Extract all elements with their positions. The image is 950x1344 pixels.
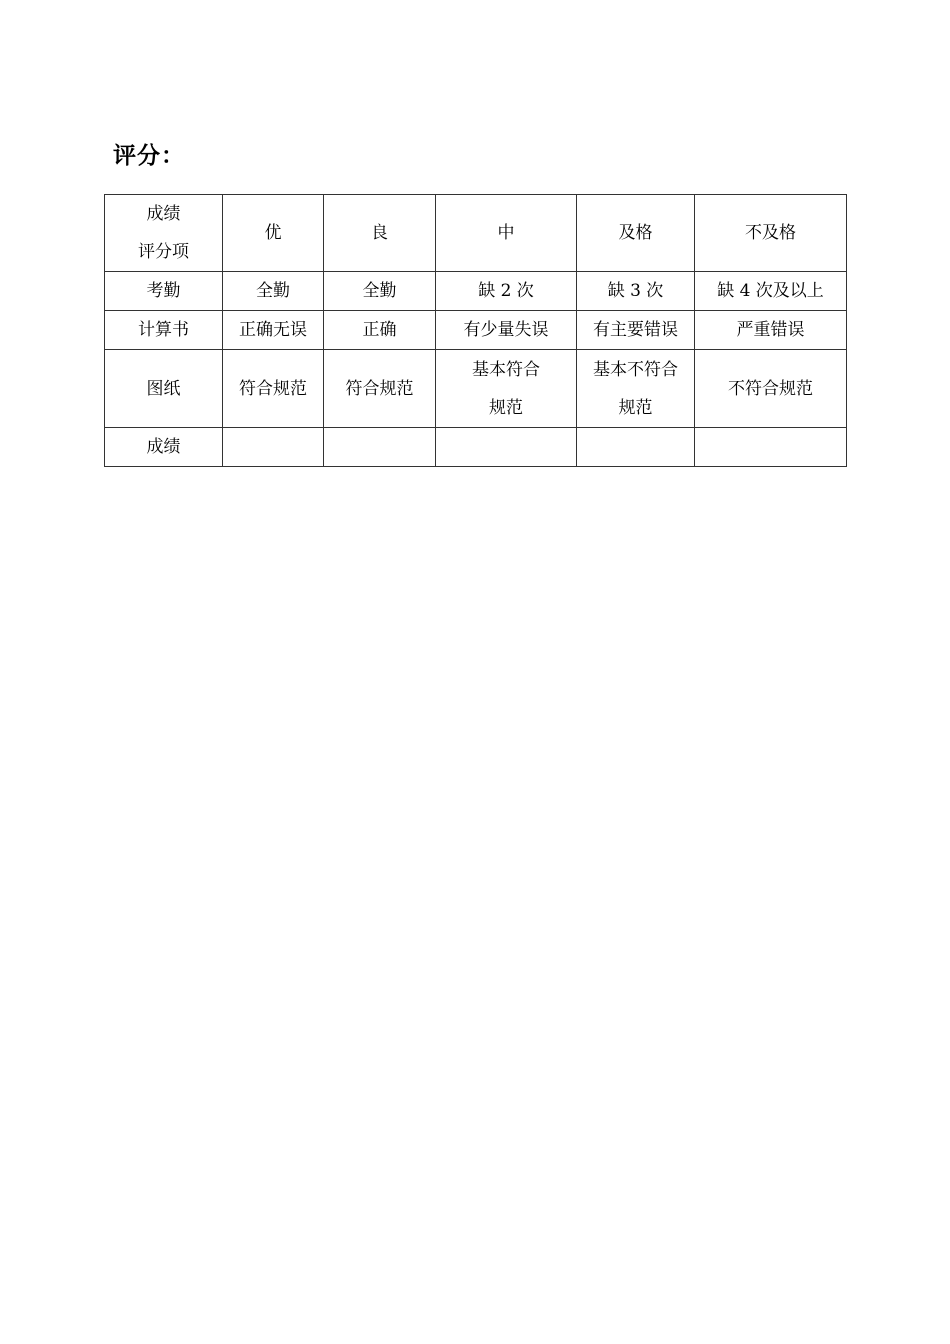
table-cell: 全勤 — [223, 272, 324, 311]
table-cell-empty — [436, 428, 577, 467]
row-item-label: 考勤 — [105, 272, 223, 311]
corner-cell — [105, 195, 223, 272]
table-cell: 缺 2 次 — [436, 272, 577, 311]
table-cell: 有少量失误 — [436, 311, 577, 350]
table-cell: 有主要错误 — [577, 311, 695, 350]
row-item-label: 计算书 — [105, 311, 223, 350]
table-cell: 符合规范 — [324, 350, 436, 428]
corner-label-grade: 成绩 — [146, 204, 181, 224]
table-row-score — [105, 428, 847, 467]
table-cell — [577, 350, 695, 428]
table-cell-empty — [324, 428, 436, 467]
table-cell: 严重错误 — [695, 311, 847, 350]
table-header-row — [105, 195, 847, 272]
grade-header: 良 — [324, 195, 436, 272]
row-item-label: 成绩 — [105, 428, 223, 467]
grade-header: 及格 — [577, 195, 695, 272]
grade-header: 不及格 — [695, 195, 847, 272]
table-cell: 缺 3 次 — [577, 272, 695, 311]
cell-line: 基本不符合 — [593, 359, 678, 380]
table-cell: 符合规范 — [223, 350, 324, 428]
row-item-label: 图纸 — [105, 350, 223, 428]
table-cell-empty — [695, 428, 847, 467]
grade-header: 优 — [223, 195, 324, 272]
cell-line: 规范 — [489, 397, 523, 418]
corner-label-item: 评分项 — [138, 242, 189, 262]
table-cell: 正确 — [324, 311, 436, 350]
table-row-drawing — [105, 350, 847, 428]
table-cell: 正确无误 — [223, 311, 324, 350]
table-cell-empty — [577, 428, 695, 467]
table-cell — [436, 350, 577, 428]
table-row-attendance — [105, 272, 847, 311]
table-row-calculation — [105, 311, 847, 350]
grade-header: 中 — [436, 195, 577, 272]
page-heading: 评分： — [113, 143, 185, 169]
table-cell: 不符合规范 — [695, 350, 847, 428]
table-cell-empty — [223, 428, 324, 467]
score-table — [104, 194, 847, 467]
table-cell: 全勤 — [324, 272, 436, 311]
cell-line: 规范 — [618, 397, 653, 418]
table-cell: 缺 4 次及以上 — [695, 272, 847, 311]
cell-line: 基本符合 — [472, 359, 540, 380]
